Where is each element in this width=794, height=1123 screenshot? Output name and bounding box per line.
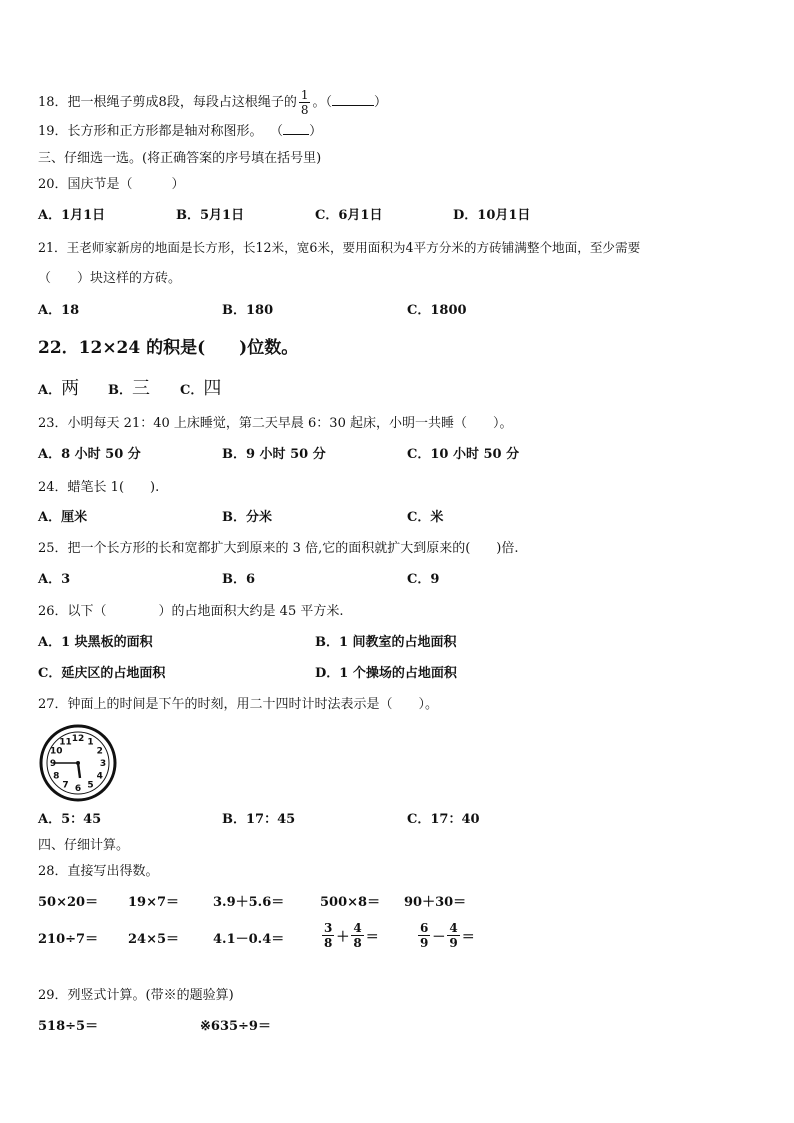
calc-item: 50×20＝: [38, 895, 99, 910]
calc-item: 3.9＋5.6＝: [213, 895, 285, 910]
q25-option-a[interactable]: A．3: [38, 572, 71, 587]
clock-icon: [38, 723, 118, 803]
q26-option-c[interactable]: C．延庆区的占地面积: [38, 666, 166, 681]
clock-number: 1: [87, 737, 94, 748]
question-29: 29．列竖式计算。(带※的题验算): [38, 988, 234, 1003]
calc-item: 500×8＝: [320, 895, 381, 910]
q20-option-a[interactable]: A．1月1日: [38, 208, 106, 223]
calc-item: 90＋30＝: [404, 895, 467, 910]
calc-fraction-difference: $\frac{6}{9}$ － $\frac{4}{9}$ ＝: [420, 921, 475, 950]
calc-item: 4.1－0.4＝: [213, 932, 285, 947]
q21-option-a[interactable]: A．18: [38, 303, 80, 318]
q24-option-b[interactable]: B．分米: [222, 510, 272, 525]
q24-option-a[interactable]: A．厘米: [38, 510, 88, 525]
fraction-one-eighth: $\frac{1}{8}$: [300, 88, 309, 117]
clock-number: 4: [96, 771, 103, 782]
question-22: 22．12×24 的积是( )位数。: [38, 338, 299, 358]
clock-number: 3: [99, 759, 107, 769]
clock-number: 2: [96, 746, 103, 757]
answer-blank[interactable]: [332, 105, 374, 106]
clock-number: 10: [50, 746, 63, 757]
q27-option-a[interactable]: A．5：45: [38, 812, 102, 827]
question-18-text: 18．把一根绳子剪成8段，每段占这根绳子的: [38, 95, 297, 110]
clock-number: 11: [59, 737, 72, 748]
question-20: 20．国庆节是（ ）: [38, 177, 185, 192]
question-24: 24．蜡笔长 1( ).: [38, 480, 160, 495]
calc-item: 210÷7＝: [38, 932, 99, 947]
question-26: 26．以下（ ）的占地面积大约是 45 平方米.: [38, 604, 344, 619]
clock-number: 5: [87, 780, 94, 791]
question-25: 25．把一个长方形的长和宽都扩大到原来的 3 倍,它的面积就扩大到原来的( )倍.: [38, 541, 519, 556]
clock-number: 12: [71, 734, 85, 744]
calc-item: 19×7＝: [128, 895, 180, 910]
q20-option-d[interactable]: D．10月1日: [453, 208, 531, 223]
q23-option-c[interactable]: C．10 小时 50 分: [407, 447, 520, 462]
question-23: 23．小明每天 21：40 上床睡觉，第二天早晨 6：30 起床，小明一共睡（ ）。: [38, 416, 513, 431]
calc-item: 24×5＝: [128, 932, 180, 947]
q21-option-b[interactable]: B．180: [222, 303, 274, 318]
question-27: 27．钟面上的时间是下午的时刻，用二十四时计时法表示是（ ）。: [38, 697, 439, 712]
clock-number: 7: [62, 780, 69, 791]
q22-option-b[interactable]: B．三: [108, 378, 150, 399]
calc-item: 518÷5＝: [38, 1019, 99, 1034]
answer-blank[interactable]: [283, 134, 309, 135]
q27-option-b[interactable]: B．17：45: [222, 812, 296, 827]
q25-option-c[interactable]: C．9: [407, 572, 440, 587]
q24-option-c[interactable]: C．米: [407, 510, 444, 525]
q23-option-b[interactable]: B．9 小时 50 分: [222, 447, 326, 462]
q26-option-d[interactable]: D．1 个操场的占地面积: [315, 666, 457, 681]
q22-option-a[interactable]: A．两: [38, 378, 80, 399]
q20-option-c[interactable]: C．6月1日: [315, 208, 383, 223]
q27-option-c[interactable]: C．17：40: [407, 812, 480, 827]
question-28: 28．直接写出得数。: [38, 864, 159, 879]
question-19-text: 19．长方形和正方形都是轴对称图形。: [38, 124, 263, 139]
question-21-line1: 21．王老师家新房的地面是长方形，长12米，宽6米，要用面积为4平方分米的方砖铺满整个地面，至少需要: [38, 240, 641, 255]
q21-option-c[interactable]: C．1800: [407, 303, 467, 318]
calc-fraction-sum: $\frac{3}{8}$ ＋ $\frac{4}{8}$ ＝: [324, 921, 379, 950]
clock-number: 9: [49, 759, 57, 769]
q26-option-a[interactable]: A．1 块黑板的面积: [38, 635, 153, 650]
clock-number: 8: [53, 771, 60, 782]
q26-option-b[interactable]: B．1 间教室的占地面积: [315, 635, 457, 650]
q23-option-a[interactable]: A．8 小时 50 分: [38, 447, 141, 462]
q22-option-c[interactable]: C．四: [180, 378, 222, 399]
question-21-line2: （ ）块这样的方砖。: [38, 271, 182, 286]
section-4-heading: 四、仔细计算。: [38, 838, 130, 853]
question-18: 18．把一根绳子剪成8段，每段占这根绳子的 $\frac{1}{8}$ 。（ ）: [38, 88, 387, 117]
clock-face: [38, 723, 118, 803]
q25-option-b[interactable]: B．6: [222, 572, 256, 587]
q20-option-b[interactable]: B．5月1日: [176, 208, 245, 223]
calc-item: ※635÷9＝: [200, 1019, 271, 1034]
clock-number: 6: [74, 784, 82, 794]
question-19: 19．长方形和正方形都是轴对称图形。 （ ）: [38, 124, 323, 139]
section-3-heading: 三、仔细选一选。(将正确答案的序号填在括号里): [38, 151, 322, 166]
